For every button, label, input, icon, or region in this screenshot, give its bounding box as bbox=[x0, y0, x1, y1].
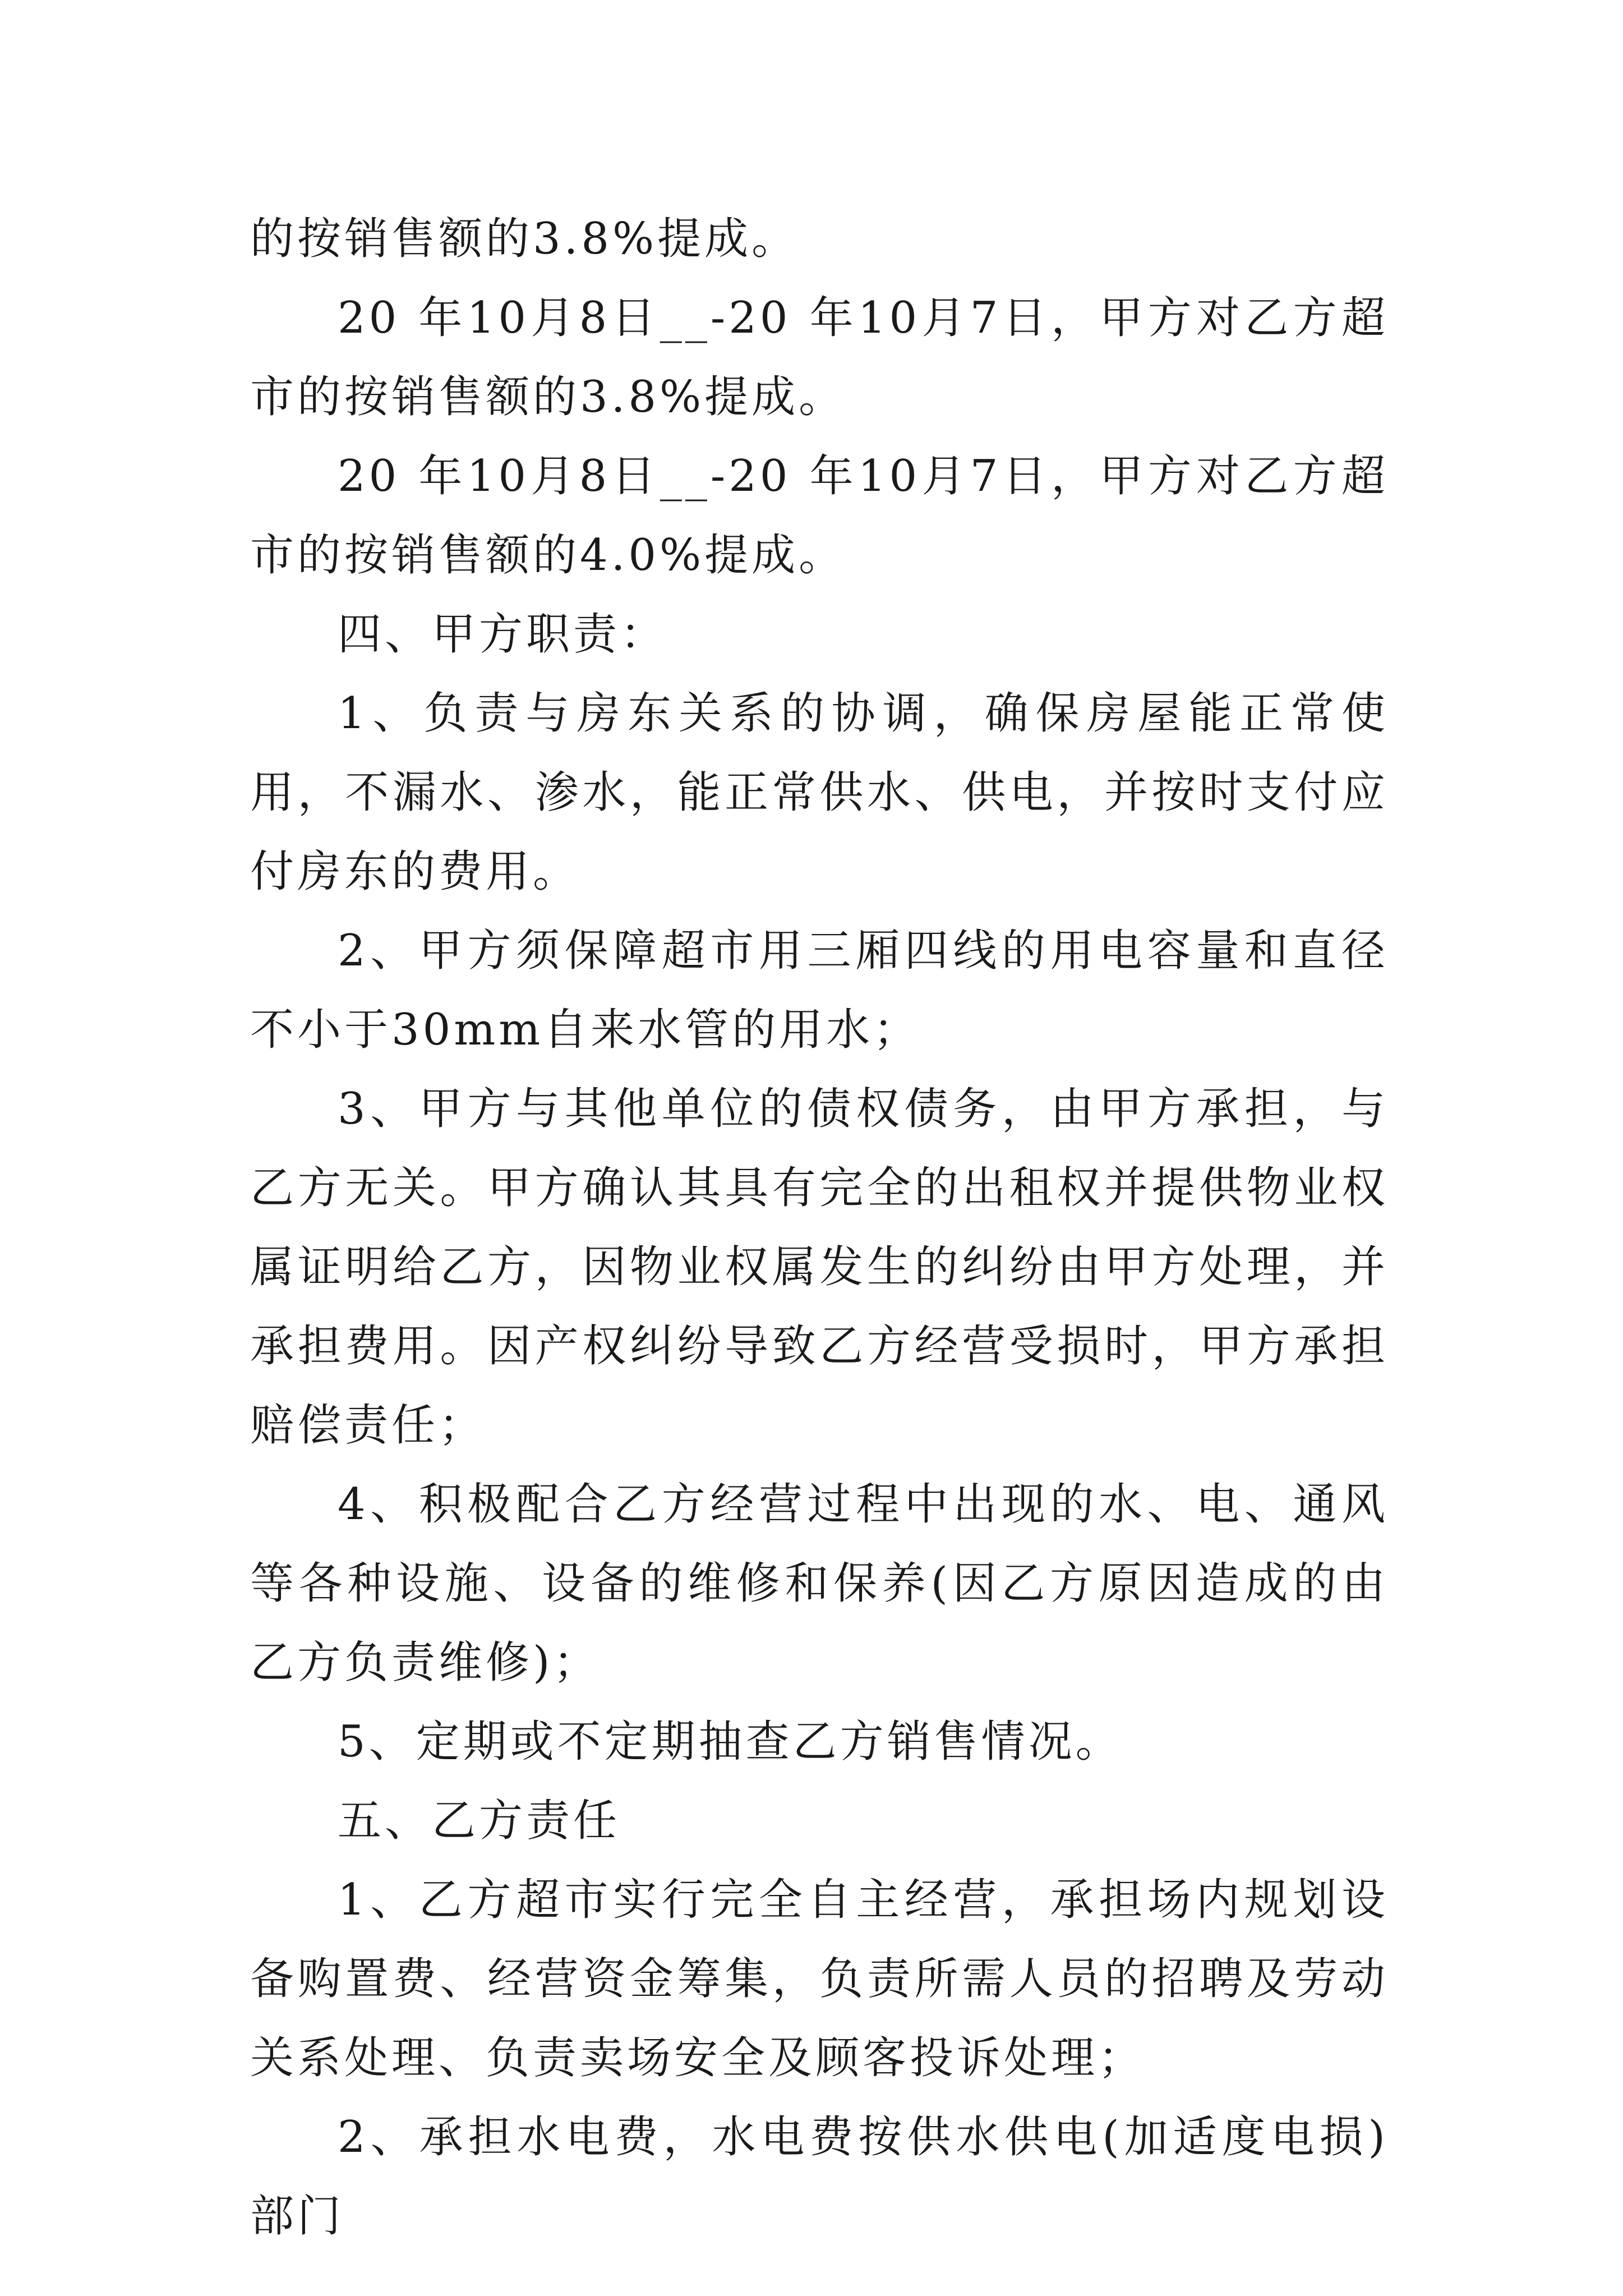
paragraph-5: 1、负责与房东关系的协调，确保房屋能正常使用，不漏水、渗水，能正常供水、供电，并按时支付应付房东的费用。 bbox=[250, 688, 1389, 897]
paragraph-11: 1、乙方超市实行完全自主经营，承担场内规划设备购置费、经营资金筹集，负责所需人员的招聘及劳动关系处理、负责卖场安全及顾客投诉处理； bbox=[250, 1875, 1389, 2083]
paragraph-3: 20 年10月8日__-20 年10月7日，甲方对乙方超市的按销售额的4.0%提成。 bbox=[250, 451, 1389, 581]
paragraph-7: 3、甲方与其他单位的债权债务，由甲方承担，与乙方无关。甲方确认其具有完全的出租权并提供物业权属证明给乙方，因物业权属发生的纠纷由甲方处理，并承担费用。因产权纠纷导致乙方经营受损时，甲方承担赔偿责任； bbox=[250, 1084, 1389, 1451]
section-heading-4: 四、甲方职责： bbox=[338, 609, 668, 660]
paragraph-6: 2、甲方须保障超市用三厢四线的用电容量和直径不小于30mm自来水管的用水； bbox=[250, 926, 1389, 1055]
paragraph-9: 5、定期或不定期抽查乙方销售情况。 bbox=[338, 1717, 1123, 1767]
section-heading-5: 五、乙方责任 bbox=[338, 1796, 621, 1846]
document-body bbox=[250, 200, 1389, 2256]
paragraph-1: 的按销售额的3.8%提成。 bbox=[250, 214, 799, 264]
paragraph-12: 2、承担水电费，水电费按供水供电(加适度电损)部门 bbox=[250, 2112, 1389, 2242]
paragraph-2: 20 年10月8日__-20 年10月7日，甲方对乙方超市的按销售额的3.8%提成。 bbox=[250, 293, 1389, 422]
paragraph-8: 4、积极配合乙方经营过程中出现的水、电、通风等各种设施、设备的维修和保养(因乙方原因造成的由乙方负责维修)； bbox=[250, 1479, 1389, 1688]
